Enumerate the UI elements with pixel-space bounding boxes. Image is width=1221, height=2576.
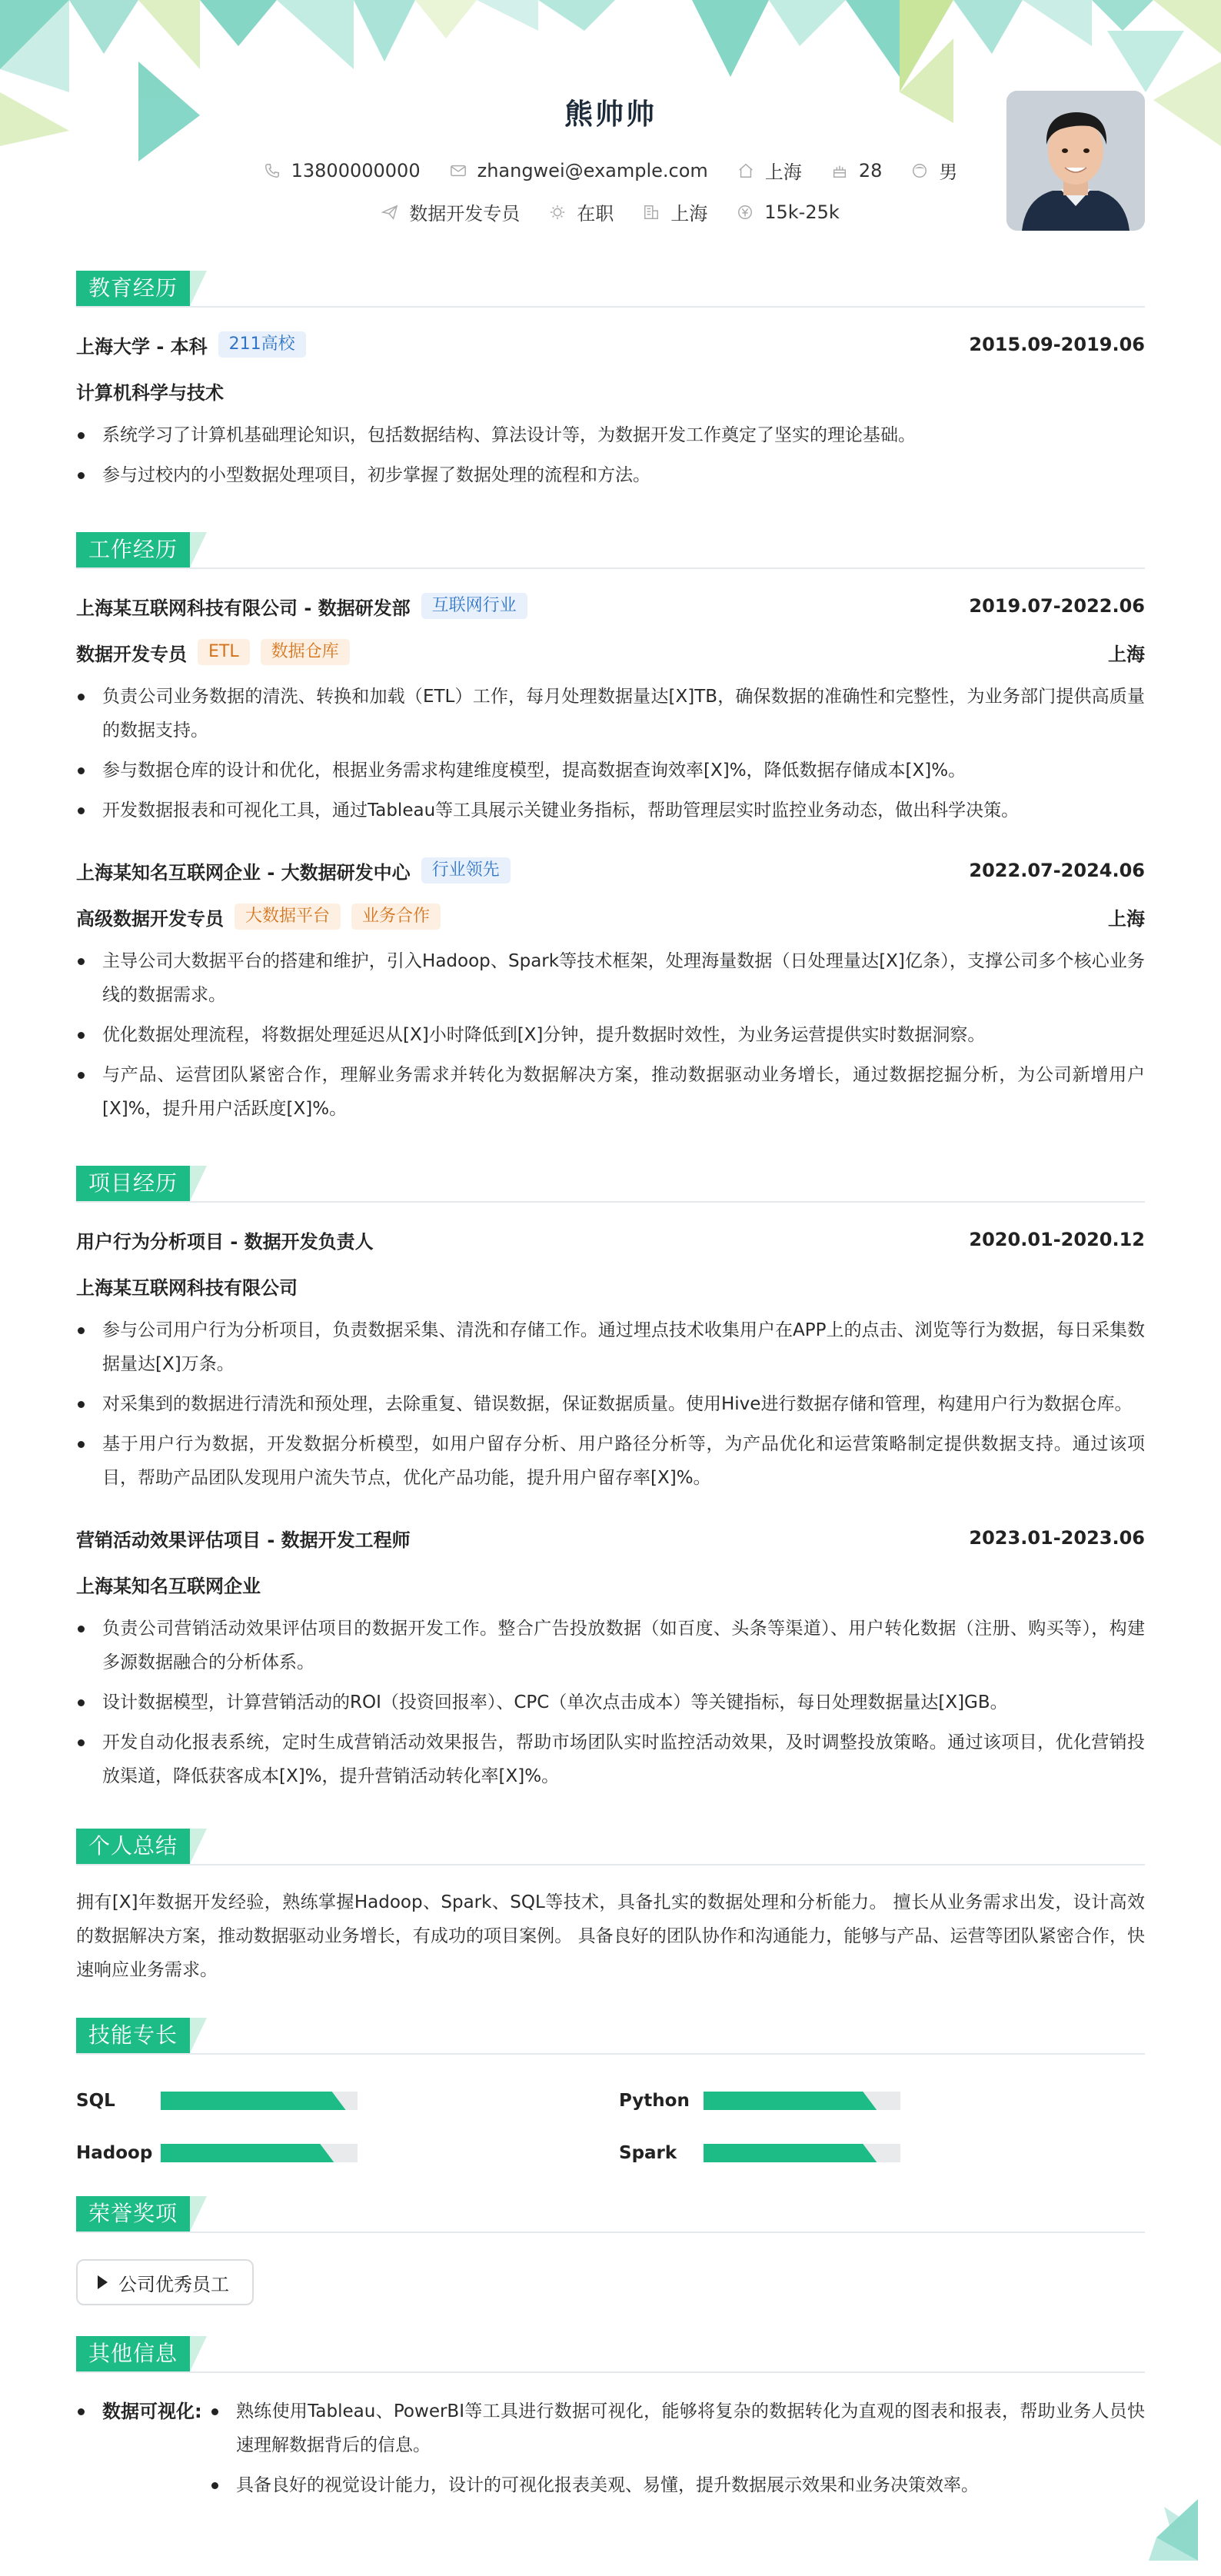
school-name: 上海大学 - 本科 [76, 335, 208, 358]
job-city-text: 上海 [670, 203, 708, 225]
role-tag: 业务合作 [351, 904, 441, 930]
skill-item [76, 2085, 619, 2116]
list-item: 系统学习了计算机基础理论知识，包括数据结构、算法设计等，为数据开发工作奠定了坚实的理论基础。 [76, 418, 1145, 452]
skill-item [76, 2138, 619, 2168]
list-item: 主导公司大数据平台的搭建和维护，引入Hadoop、Spark等技术框架，处理海量数据（日处理量达[X]亿条），支撑公司多个核心业务线的数据需求。 [76, 944, 1145, 1012]
job-status-text: 在职 [577, 203, 614, 225]
skill-name: Spark [619, 2143, 677, 2163]
project-date: 2020.01-2020.12 [969, 1229, 1145, 1250]
section-title: 其他信息 [76, 2336, 190, 2371]
skill-bar [161, 2092, 358, 2110]
industry-tag: 行业领先 [421, 857, 511, 884]
list-item: 负责公司业务数据的清洗、转换和加载（ETL）工作，每月处理数据量达[X]TB，确保数据的准确性和完整性，为业务部门提供高质量的数据支持。 [76, 680, 1145, 747]
skills-body [76, 2055, 1145, 2168]
phone-text: 13800000000 [291, 159, 421, 181]
skill-bar [704, 2092, 900, 2110]
age-icon [831, 162, 848, 179]
resume-page [76, 0, 1145, 2508]
status-icon [549, 204, 566, 221]
summary-section-header [76, 1829, 1145, 1865]
list-item: 对采集到的数据进行清洗和预处理，去除重复、错误数据，保证数据质量。使用Hive进行数据存储和管理，构建用户行为数据仓库。 [76, 1387, 1145, 1421]
list-item: 负责公司营销活动效果评估项目的数据开发工作。整合广告投放数据（如百度、头条等渠道）、用户转化数据（注册、购买等），构建多源数据融合的分析体系。 [76, 1612, 1145, 1679]
education-body [76, 308, 1145, 492]
skills-grid [76, 2085, 1145, 2168]
list-item: 优化数据处理流程，将数据处理延迟从[X]小时降低到[X]分钟，提升数据时效性，为业务运营提供实时数据洞察。 [76, 1018, 1145, 1052]
summary-section [76, 1829, 1145, 1987]
work-left [76, 593, 527, 620]
role-tag: 大数据平台 [235, 904, 341, 930]
company-name: 上海某知名互联网企业 - 大数据研发中心 [76, 861, 411, 884]
home-icon [737, 162, 754, 179]
job-salary-text: 15k-25k [764, 201, 840, 223]
list-item: 参与过校内的小型数据处理项目，初步掌握了数据处理的流程和方法。 [76, 458, 1145, 492]
job-position-text: 数据开发专员 [409, 203, 521, 225]
section-title: 教育经历 [76, 271, 190, 306]
resume-header [76, 0, 1145, 231]
role-name: 数据开发专员 [76, 643, 187, 665]
work-city: 上海 [1108, 907, 1145, 930]
list-item: 参与数据仓库的设计和优化，根据业务需求构建维度模型，提高数据查询效率[X]%，降低数据存储成本[X]%。 [76, 754, 1145, 787]
section-title: 个人总结 [76, 1829, 190, 1864]
candidate-name: 熊帅帅 [564, 98, 657, 131]
skill-bar-fill [161, 2144, 334, 2162]
skills-section [76, 2018, 1145, 2168]
education-left [76, 331, 306, 358]
list-item: 熟练使用Tableau、PowerBI等工具进行数据可视化，能够将复杂的数据转化为直观的图表和报表，帮助业务人员快速理解数据背后的信息。 [210, 2395, 1145, 2462]
role-tag: ETL [198, 639, 250, 665]
project-name: 营销活动效果评估项目 - 数据开发工程师 [76, 1529, 411, 1551]
contact-row [76, 157, 1145, 184]
skill-bar-fill [161, 2092, 346, 2110]
skill-bar-fill [704, 2092, 877, 2110]
section-title: 技能专长 [76, 2018, 190, 2053]
awards-body [76, 2233, 1145, 2305]
role-line [76, 637, 1145, 667]
email-text: zhangwei@example.com [477, 159, 708, 181]
award-text: 公司优秀员工 [118, 2273, 229, 2295]
skill-item [619, 2138, 1142, 2168]
role-left [76, 639, 350, 666]
education-section-header [76, 271, 1145, 308]
industry-tag: 互联网行业 [421, 593, 527, 619]
skill-bar [161, 2144, 358, 2162]
triangle-icon [98, 2275, 108, 2289]
project-entry [76, 1224, 1145, 1495]
list-item: 开发自动化报表系统，定时生成营销活动效果报告，帮助市场团队实时监控活动效果，及时调整投放策略。通过该项目，优化营销投放渠道，降低获客成本[X]%，提升营销活动转化率[X]%。 [76, 1726, 1145, 1793]
role-left [76, 904, 441, 930]
project-name: 用户行为分析项目 - 数据开发负责人 [76, 1230, 374, 1253]
send-icon [381, 204, 398, 221]
role-name: 高级数据开发专员 [76, 907, 224, 930]
job-salary [737, 198, 840, 225]
role-tag: 数据仓库 [261, 639, 350, 665]
company-name: 上海某互联网科技有限公司 - 数据研发部 [76, 597, 411, 619]
award-item [76, 2259, 254, 2305]
job-position [381, 198, 520, 225]
section-title: 工作经历 [76, 532, 190, 567]
projects-body [76, 1203, 1145, 1793]
contact-age [831, 157, 883, 184]
other-section-header [76, 2336, 1145, 2373]
project-org: 上海某互联网科技有限公司 [76, 1276, 298, 1299]
email-icon [450, 162, 467, 179]
school-tag: 211高校 [218, 331, 306, 358]
project-org: 上海某知名互联网企业 [76, 1575, 261, 1597]
work-entry [76, 591, 1145, 827]
location-text: 上海 [764, 161, 802, 183]
other-section [76, 2336, 1145, 2508]
projects-section [76, 1166, 1145, 1793]
salary-icon [737, 204, 754, 221]
education-header-line [76, 329, 1145, 360]
skill-name: Hadoop [76, 2143, 153, 2163]
project-org-line [76, 1569, 1145, 1599]
skill-item [619, 2085, 1142, 2116]
other-item [76, 2395, 1145, 2508]
job-intent-row [76, 198, 1145, 225]
contact-location [737, 157, 802, 184]
avatar-portrait [1006, 91, 1145, 231]
work-city: 上海 [1108, 643, 1145, 665]
work-date: 2019.07-2022.06 [969, 595, 1145, 617]
other-key: 数据可视化: [76, 2395, 210, 2508]
list-item: 与产品、运营团队紧密合作，理解业务需求并转化为数据解决方案，推动数据驱动业务增长，通过数据挖掘分析，为公司新增用户[X]%，提升用户活跃度[X]%。 [76, 1058, 1145, 1126]
list-item: 参与公司用户行为分析项目，负责数据采集、清洗和存储工作。通过埋点技术收集用户在APP上的点击、浏览等行为数据，每日采集数据量达[X]万条。 [76, 1313, 1145, 1381]
gender-text: 男 [939, 161, 958, 183]
work-body [76, 569, 1145, 1126]
project-header-line [76, 1523, 1145, 1553]
work-header-line [76, 591, 1145, 621]
other-bullets [210, 2395, 1145, 2502]
project-bullets [76, 1612, 1145, 1793]
project-header-line [76, 1224, 1145, 1255]
major-name: 计算机科学与技术 [76, 381, 224, 404]
summary-text: 拥有[X]年数据开发经验，熟练掌握Hadoop、Spark、SQL等技术，具备扎实的数据处理和分析能力。 擅长从业务需求出发，设计高效的数据解决方案，推动数据驱动业务增长，有成功的项目案例。 具备良好的团队协作和沟通能力，能够与产品、运营等团队紧密合作，快速响应业务需求。 [76, 1892, 1145, 1980]
summary-body [76, 1865, 1145, 1987]
skill-name: Python [619, 2091, 690, 2111]
job-city [643, 198, 707, 225]
contact-email [450, 157, 708, 184]
age-text: 28 [858, 159, 883, 181]
work-bullets [76, 944, 1145, 1126]
skill-name: SQL [76, 2091, 115, 2111]
project-org-line [76, 1270, 1145, 1301]
job-status [549, 198, 614, 225]
education-section [76, 271, 1145, 492]
gender-icon [911, 162, 928, 179]
contact-gender [911, 157, 957, 184]
contact-phone [264, 157, 421, 184]
other-values [210, 2395, 1145, 2508]
major-line [76, 375, 1145, 406]
education-bullets [76, 418, 1145, 492]
education-date: 2015.09-2019.06 [969, 334, 1145, 355]
work-entry [76, 855, 1145, 1126]
building-icon [643, 204, 660, 221]
list-item: 设计数据模型，计算营销活动的ROI（投资回报率）、CPC（单次点击成本）等关键指标，每日处理数据量达[X]GB。 [76, 1686, 1145, 1719]
section-title: 荣誉奖项 [76, 2196, 190, 2232]
corner-decoration [1149, 2499, 1198, 2561]
list-item: 基于用户行为数据，开发数据分析模型，如用户留存分析、用户路径分析等，为产品优化和运营策略制定提供数据支持。通过该项目，帮助产品团队发现用户流失节点，优化产品功能，提升用户留存率[X]%。 [76, 1427, 1145, 1495]
other-body [76, 2373, 1145, 2508]
avatar [1006, 91, 1145, 231]
skills-section-header [76, 2018, 1145, 2055]
role-line [76, 901, 1145, 932]
project-bullets [76, 1313, 1145, 1495]
work-left [76, 857, 511, 884]
work-section [76, 532, 1145, 1126]
phone-icon [264, 162, 281, 179]
skill-bar [704, 2144, 900, 2162]
awards-section [76, 2196, 1145, 2305]
list-item: 开发数据报表和可视化工具，通过Tableau等工具展示关键业务指标，帮助管理层实时监控业务动态，做出科学决策。 [76, 794, 1145, 827]
work-header-line [76, 855, 1145, 886]
list-item: 具备良好的视觉设计能力，设计的可视化报表美观、易懂，提升数据展示效果和业务决策效率。 [210, 2468, 1145, 2502]
work-bullets [76, 680, 1145, 827]
project-entry [76, 1523, 1145, 1793]
project-date: 2023.01-2023.06 [969, 1527, 1145, 1549]
skill-bar-fill [704, 2144, 877, 2162]
work-date: 2022.07-2024.06 [969, 860, 1145, 881]
projects-section-header [76, 1166, 1145, 1203]
awards-section-header [76, 2196, 1145, 2233]
work-section-header [76, 532, 1145, 569]
section-title: 项目经历 [76, 1166, 190, 1201]
